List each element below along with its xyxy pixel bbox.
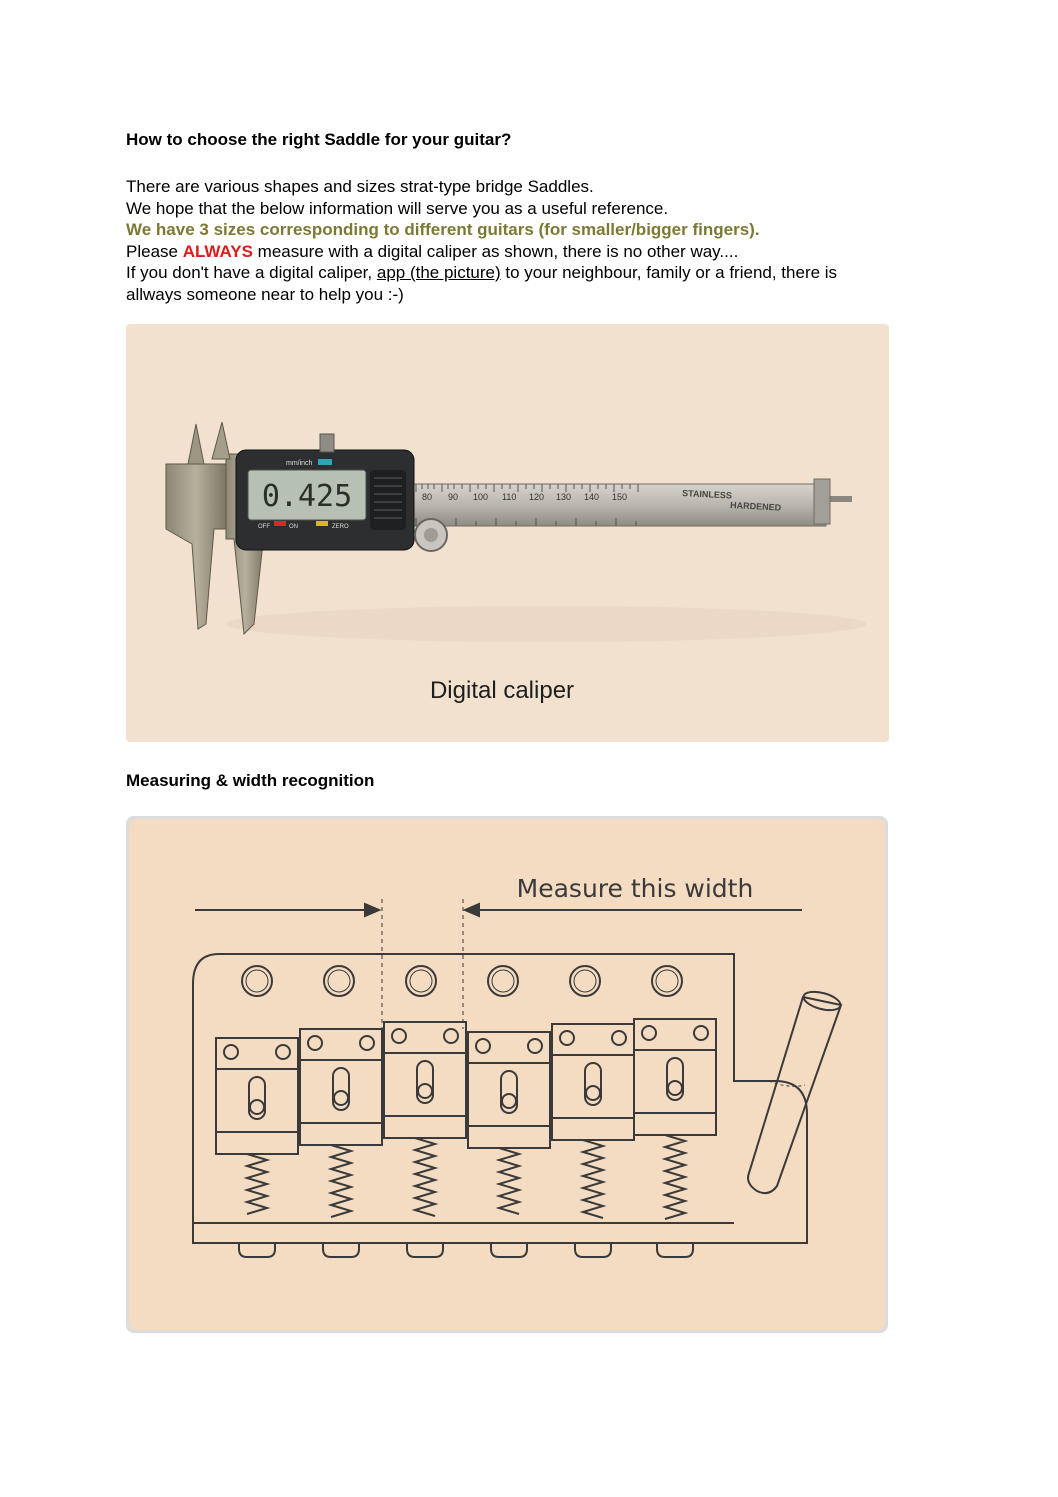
- measure-annotation: Measure this width: [516, 874, 754, 903]
- caliper-illustration: [126, 324, 889, 742]
- lcd-reading: 0.425: [261, 479, 353, 514]
- always-emphasis: ALWAYS: [182, 241, 253, 261]
- caliper-photo: [126, 324, 889, 742]
- intro-line-4: [126, 241, 926, 263]
- saddle-2: [300, 1029, 382, 1145]
- intro-line-2: We hope that the below information will serve you as a useful reference.: [126, 198, 669, 218]
- stamp-line-1: STAINLESS: [681, 488, 733, 501]
- page-title: How to choose the right Saddle for your guitar?: [126, 130, 512, 149]
- scale-number: 90: [448, 492, 459, 502]
- scale-number: 80: [422, 492, 433, 502]
- scale-number: 120: [529, 492, 545, 502]
- intro-line-6: allways someone near to help you :-): [126, 284, 404, 304]
- mm-inch-label: mm/inch: [286, 460, 313, 467]
- off-label: OFF: [258, 524, 270, 530]
- intro-line-4-post: measure with a digital caliper as shown, there is no other way....: [252, 241, 739, 261]
- saddle-4: [468, 1032, 550, 1148]
- intro-line-5: [126, 262, 926, 284]
- mm-inch-button: [318, 459, 332, 465]
- intro-line-4-pre: Please: [126, 241, 183, 261]
- zero-button: [316, 521, 328, 526]
- sizes-highlight: We have 3 sizes corresponding to different guitars (for smaller/bigger fingers).: [126, 220, 760, 239]
- saddle-6: [634, 1019, 716, 1135]
- intro-line-5-post: to your neighbour, family or a friend, there is: [500, 263, 838, 282]
- scale-number: 150: [612, 492, 628, 502]
- app-picture-link[interactable]: app (the picture): [376, 263, 501, 282]
- scale-number: 130: [556, 492, 572, 502]
- caliper-caption: Digital caliper: [429, 677, 575, 704]
- scale-number: 100: [473, 492, 489, 502]
- saddle-1: [216, 1038, 298, 1154]
- intro-paragraph: [126, 176, 926, 305]
- bridge-diagram: [126, 816, 888, 1333]
- bridge-diagram-panel: [129, 819, 885, 1330]
- right-arrow-icon: [365, 904, 379, 916]
- left-arrow-icon: [465, 904, 479, 916]
- scale-number: 140: [584, 492, 600, 502]
- intro-line-1: There are various shapes and sizes strat-type bridge Saddles.: [126, 177, 594, 196]
- scale-number: 110: [502, 492, 517, 502]
- on-off-button: [274, 521, 286, 526]
- intro-line-5-pre: If you don't have a digital caliper,: [126, 263, 377, 282]
- on-label: ON: [289, 524, 298, 530]
- section-title-measuring: Measuring & width recognition: [126, 771, 375, 790]
- saddle-5: [552, 1024, 634, 1140]
- saddle-3: [384, 1022, 466, 1138]
- bridge-illustration: [129, 819, 885, 1330]
- stamp-line-2: HARDENED: [729, 500, 782, 513]
- zero-label: ZERO: [332, 524, 349, 530]
